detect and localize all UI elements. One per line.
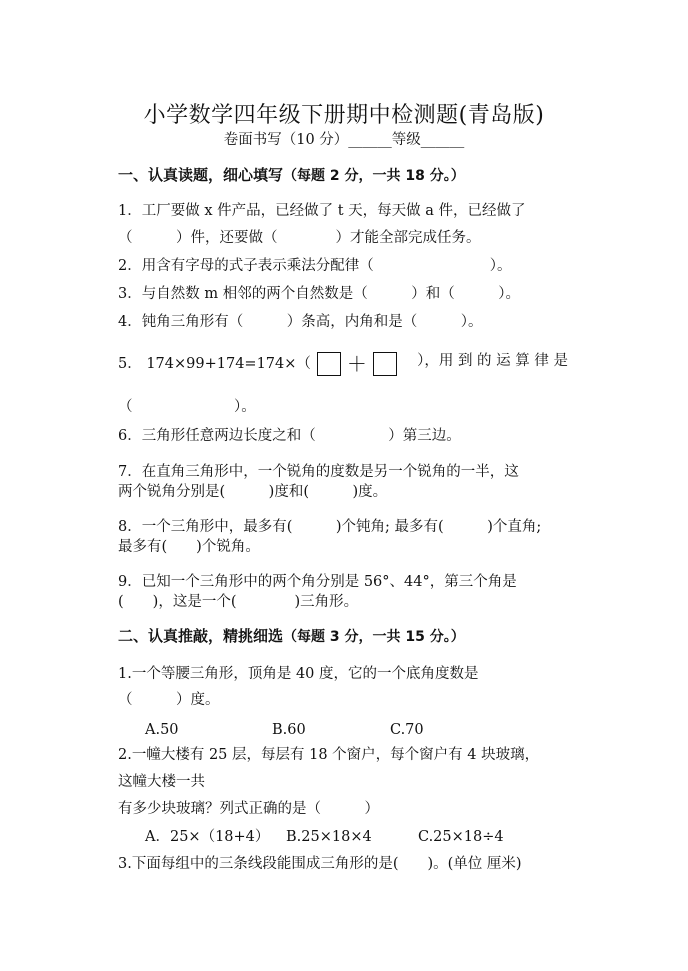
s2-q2-line1: 2.一幢大楼有 25 层，每层有 18 个窗户，每个窗户有 4 块玻璃，	[118, 747, 540, 763]
s1-q5-prefix: 5． 174×99+174=174×（	[118, 356, 311, 372]
page-subtitle: 卷面书写（10 分）______等级______	[223, 132, 465, 148]
s1-q9-line2: ( )，这是一个( )三角形。	[118, 594, 359, 610]
s2-q1-line2: （ ）度。	[118, 692, 220, 708]
answer-box-1[interactable]	[317, 352, 341, 376]
s1-q1-line2: （ ）件，还要做（ ）才能全部完成任务。	[118, 230, 481, 246]
s2-q2-option-a: A．25×（18+4）	[145, 829, 270, 845]
section2-heading	[118, 627, 465, 646]
plus-sign: ＋	[346, 352, 367, 376]
s2-q2-line3: 有多少块玻璃？列式正确的是（ ）	[118, 801, 379, 817]
s1-q7-line2: 两个锐角分别是( )度和( )度。	[118, 484, 388, 500]
s1-q8-line1: 8．一个三角形中，最多有( )个钝角; 最多有( )个直角;	[118, 519, 542, 535]
section2-title: 二、认真推敲，精挑细选	[118, 627, 284, 645]
section1-title: 一、认真读题，细心填写	[118, 166, 284, 184]
s2-q3-line1: 3.下面每组中的三条线段能围成三角形的是( )。(单位 厘米)	[118, 856, 522, 872]
s1-q9-line1: 9．已知一个三角形中的两个角分别是 56°、44°，第三个角是	[118, 574, 517, 590]
s2-q1-option-b: B.60	[272, 722, 306, 738]
s2-q2-option-b: B.25×18×4	[286, 829, 372, 845]
s1-q7-line1: 7．在直角三角形中，一个锐角的度数是另一个锐角的一半，这	[118, 464, 519, 480]
s1-q8-line2: 最多有( )个锐角。	[118, 539, 260, 555]
answer-box-2[interactable]	[373, 352, 397, 376]
s2-q1-line1: 1.一个等腰三角形，顶角是 40 度，它的一个底角度数是	[118, 666, 479, 682]
s2-q1-option-a: A.50	[145, 722, 179, 738]
s2-q2-line2: 这幢大楼一共	[118, 774, 205, 790]
section2-note: （每题 3 分，一共 15 分。）	[283, 629, 465, 645]
s1-q1-line1: 1．工厂要做 x 件产品，已经做了 t 天，每天做 a 件，已经做了	[118, 203, 526, 219]
s1-q2: 2．用含有字母的式子表示乘法分配律（ ）。	[118, 258, 512, 274]
s2-q2-option-c: C.25×18÷4	[418, 829, 504, 845]
section1-note: （每题 2 分，一共 18 分。）	[283, 168, 465, 184]
s1-q5-expression	[118, 352, 403, 376]
section1-heading	[118, 166, 465, 185]
s1-q5-line2: （ ）。	[118, 399, 256, 415]
s1-q5-line1	[118, 352, 568, 376]
s2-q1-option-c: C.70	[390, 722, 424, 738]
page-title: 小学数学四年级下册期中检测题(青岛版)	[143, 103, 545, 128]
s1-q5-suffix: ），用 到 的 运 算 律 是	[417, 353, 568, 369]
s1-q4: 4．钝角三角形有（ ）条高，内角和是（ ）。	[118, 314, 483, 330]
s1-q3: 3．与自然数 m 相邻的两个自然数是（ ）和（ ）。	[118, 286, 520, 302]
s1-q6: 6．三角形任意两边长度之和（ ）第三边。	[118, 428, 461, 444]
